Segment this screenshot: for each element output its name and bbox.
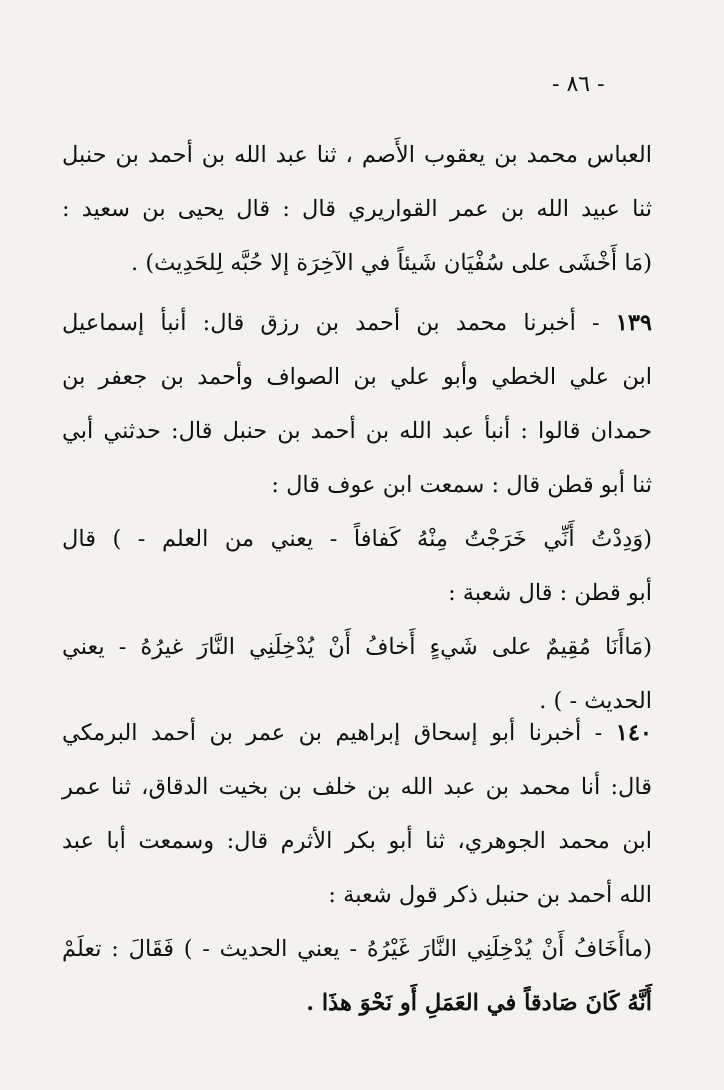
paragraph-140	[62, 706, 652, 1030]
hadith-number: ١٤٠	[615, 720, 652, 746]
text-segment: - أخبرنا محمد بن أحمد بن رزق قال: أنبأ إسماعيل	[62, 310, 600, 336]
text-line: ثنا أبو قطن قال : سمعت ابن عوف قال :	[271, 472, 652, 498]
text-line: (ماأَخَافُ أَنْ يُدْخِلَنِي النَّارَ غَيْرُهُ - يعني الحديث - ) فَقَالَ : تعلَمْ	[62, 936, 652, 962]
text-line: (وَدِدْتُ أَنِّي خَرَجْتُ مِنْهُ كَفافاً - يعني من العلم - ) قال	[62, 526, 652, 552]
text-segment: - أخبرنا أبو إسحاق إبراهيم بن عمر بن أحمد البرمكي	[62, 720, 603, 746]
text-line: الله أحمد بن حنبل ذكر قول شعبة :	[328, 882, 652, 908]
paragraph-1	[62, 128, 652, 290]
text-line: قال: أنا محمد بن عبد الله بن خلف بن بخيت الدقاق، ثنا عمر	[62, 774, 652, 800]
text-line: ابن علي الخطي وأبو علي بن الصواف وأحمد بن جعفر بن	[62, 364, 652, 390]
text-line: (مَا أَخْشَى على سُفْيَان شَيئاً في الآخِرَة إلا حُبَّه لِلحَدِيث) .	[131, 250, 652, 276]
page-number: - ٨٦ -	[552, 72, 605, 97]
paragraph-139	[62, 296, 652, 728]
text-line: حمدان قالوا : أنبأ عبد الله بن أحمد بن حنبل قال: حدثني أبي	[62, 418, 652, 444]
text-line: أبو قطن : قال شعبة :	[448, 580, 652, 606]
text-line: العباس محمد بن يعقوب الأَصم ، ثنا عبد الله بن أحمد بن حنبل	[62, 142, 652, 168]
text-line: الحديث - ) .	[539, 688, 652, 714]
text-line	[62, 296, 652, 350]
text-line	[62, 706, 652, 760]
hadith-number: ١٣٩	[615, 310, 652, 336]
text-line: (مَاأَنَا مُقِيمٌ على شَيءٍ أَخافُ أَنْ يُدْخِلَنِي النَّارَ غيرُهُ - يعني	[62, 634, 652, 660]
text-line: أَنَّهُ كَانَ صَادقاً في العَمَلِ أَو نَحْوَ هذَا .	[306, 990, 652, 1016]
text-line: ابن محمد الجوهري، ثنا أبو بكر الأثرم قال: وسمعت أبا عبد	[62, 828, 652, 854]
text-line: ثنا عبيد الله بن عمر القواريري قال : قال يحيى بن سعيد :	[62, 196, 652, 222]
